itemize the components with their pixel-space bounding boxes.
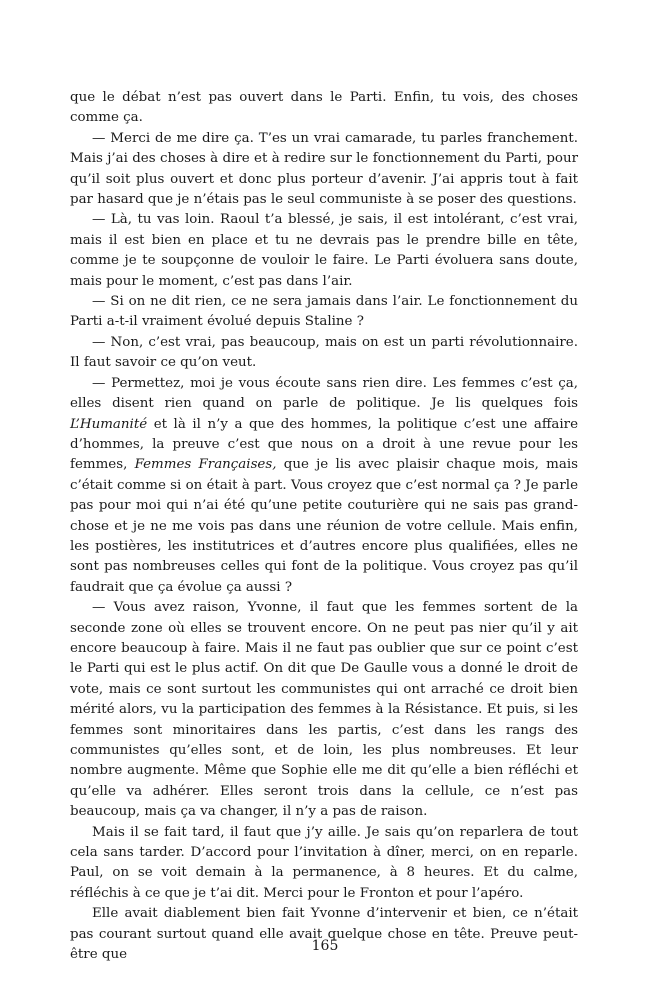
paragraph-text: que je lis avec plaisir chaque mois, mais c’était comme si on était à part. Vous croyez que c’est normal ça ? Je parle pas pour moi qui n’ai été qu’une petite couturière qui ne sais pas grand-chose et je ne me vois pas dans une réunion de votre cellule. Mais enfin, les postières, les institutrices et d’autres encore plus qualifiées, elles ne sont pas nombreuses celles qui font de la politique. Vous croyez pas qu’il faudrait que ça évolue ça aussi ?	[70, 457, 578, 595]
paragraph: — Non, c’est vrai, pas beaucoup, mais on est un parti révolutionnaire. Il faut savoir ce qu’on veut.	[70, 334, 578, 371]
paragraph: — Là, tu vas loin. Raoul t’a blessé, je sais, il est intolérant, c’est vrai, mais il est bien en place et tu ne devrais pas le prendre bille en tête, comme je te soupçonne de vouloir le faire. Le Parti évoluera sans doute, mais pour le moment, c’est pas dans l’air.	[70, 212, 578, 289]
newspaper-title: L’Humanité	[70, 416, 148, 432]
paragraph: — Si on ne dit rien, ce ne sera jamais dans l’air. Le fonctionnement du Parti a-t-il vraiment évolué depuis Staline ?	[70, 294, 578, 330]
paragraph-text: — Permettez, moi je vous écoute sans rien dire. Les femmes c’est ça, elles disent rien quand on parle de politique. Je lis quelques fois	[70, 375, 578, 412]
paragraph: que le débat n’est pas ouvert dans le Parti. Enfin, tu vois, des choses comme ça.	[70, 90, 578, 126]
magazine-title: Femmes Françaises,	[134, 457, 277, 473]
paragraph: — Vous avez raison, Yvonne, il faut que les femmes sortent de la seconde zone où elles se trouvent encore. On ne peut pas nier qu’il y ait encore beaucoup à faire. Mais il ne faut pas oublier que sur ce point c’est le Parti qui est le plus actif. On dit que De Gaulle vous a donné le droit de vote, mais ce sont surtout les communistes qui ont arraché ce droit bien mérité alors, vu la participation des femmes à la Résistance. Et puis, si les femmes sont minoritaires dans les partis, c’est dans les rangs des communistes qu’elles sont, et de loin, les plus nombreuses. Et leur nombre augmente. Même que Sophie elle me dit qu’elle a bien réfléchi et qu’elle va adhérer. Elles seront trois dans la cellule, ce n’est pas beaucoup, mais ça va changer, il n’y a pas de raison.	[70, 600, 578, 820]
page-body	[70, 88, 578, 965]
page-number: 165	[311, 938, 339, 954]
paragraph: — Merci de me dire ça. T’es un vrai camarade, tu parles franchement. Mais j’ai des choses à dire et à redire sur le fonctionnement du Parti, pour qu’il soit plus ouvert et donc plus porteur d’avenir. J’ai appris tout à fait par hasard que je n’étais pas le seul communiste à se poser des questions.	[70, 130, 578, 208]
paragraph	[70, 374, 578, 598]
paragraph-text: et là il n’y a que des hommes, la politique c’est une affaire d’hommes, la preuve c’est que nous on a droit à une revue pour les femmes,	[70, 416, 578, 473]
paragraph: Elle avait diablement bien fait Yvonne d’intervenir et bien, ce n’était pas courant surtout quand elle avait quelque chose en tête. Preuve peut-être que	[70, 906, 578, 963]
paragraph: Mais il se fait tard, il faut que j’y aille. Je sais qu’on reparlera de tout cela sans tarder. D’accord pour l’invitation à dîner, merci, on en reparle. Paul, on se voit demain à la permanence, à 8 heures. Et du calme, réfléchis à ce que je t’ai dit. Merci pour le Fronton et pour l’apéro.	[70, 824, 578, 901]
